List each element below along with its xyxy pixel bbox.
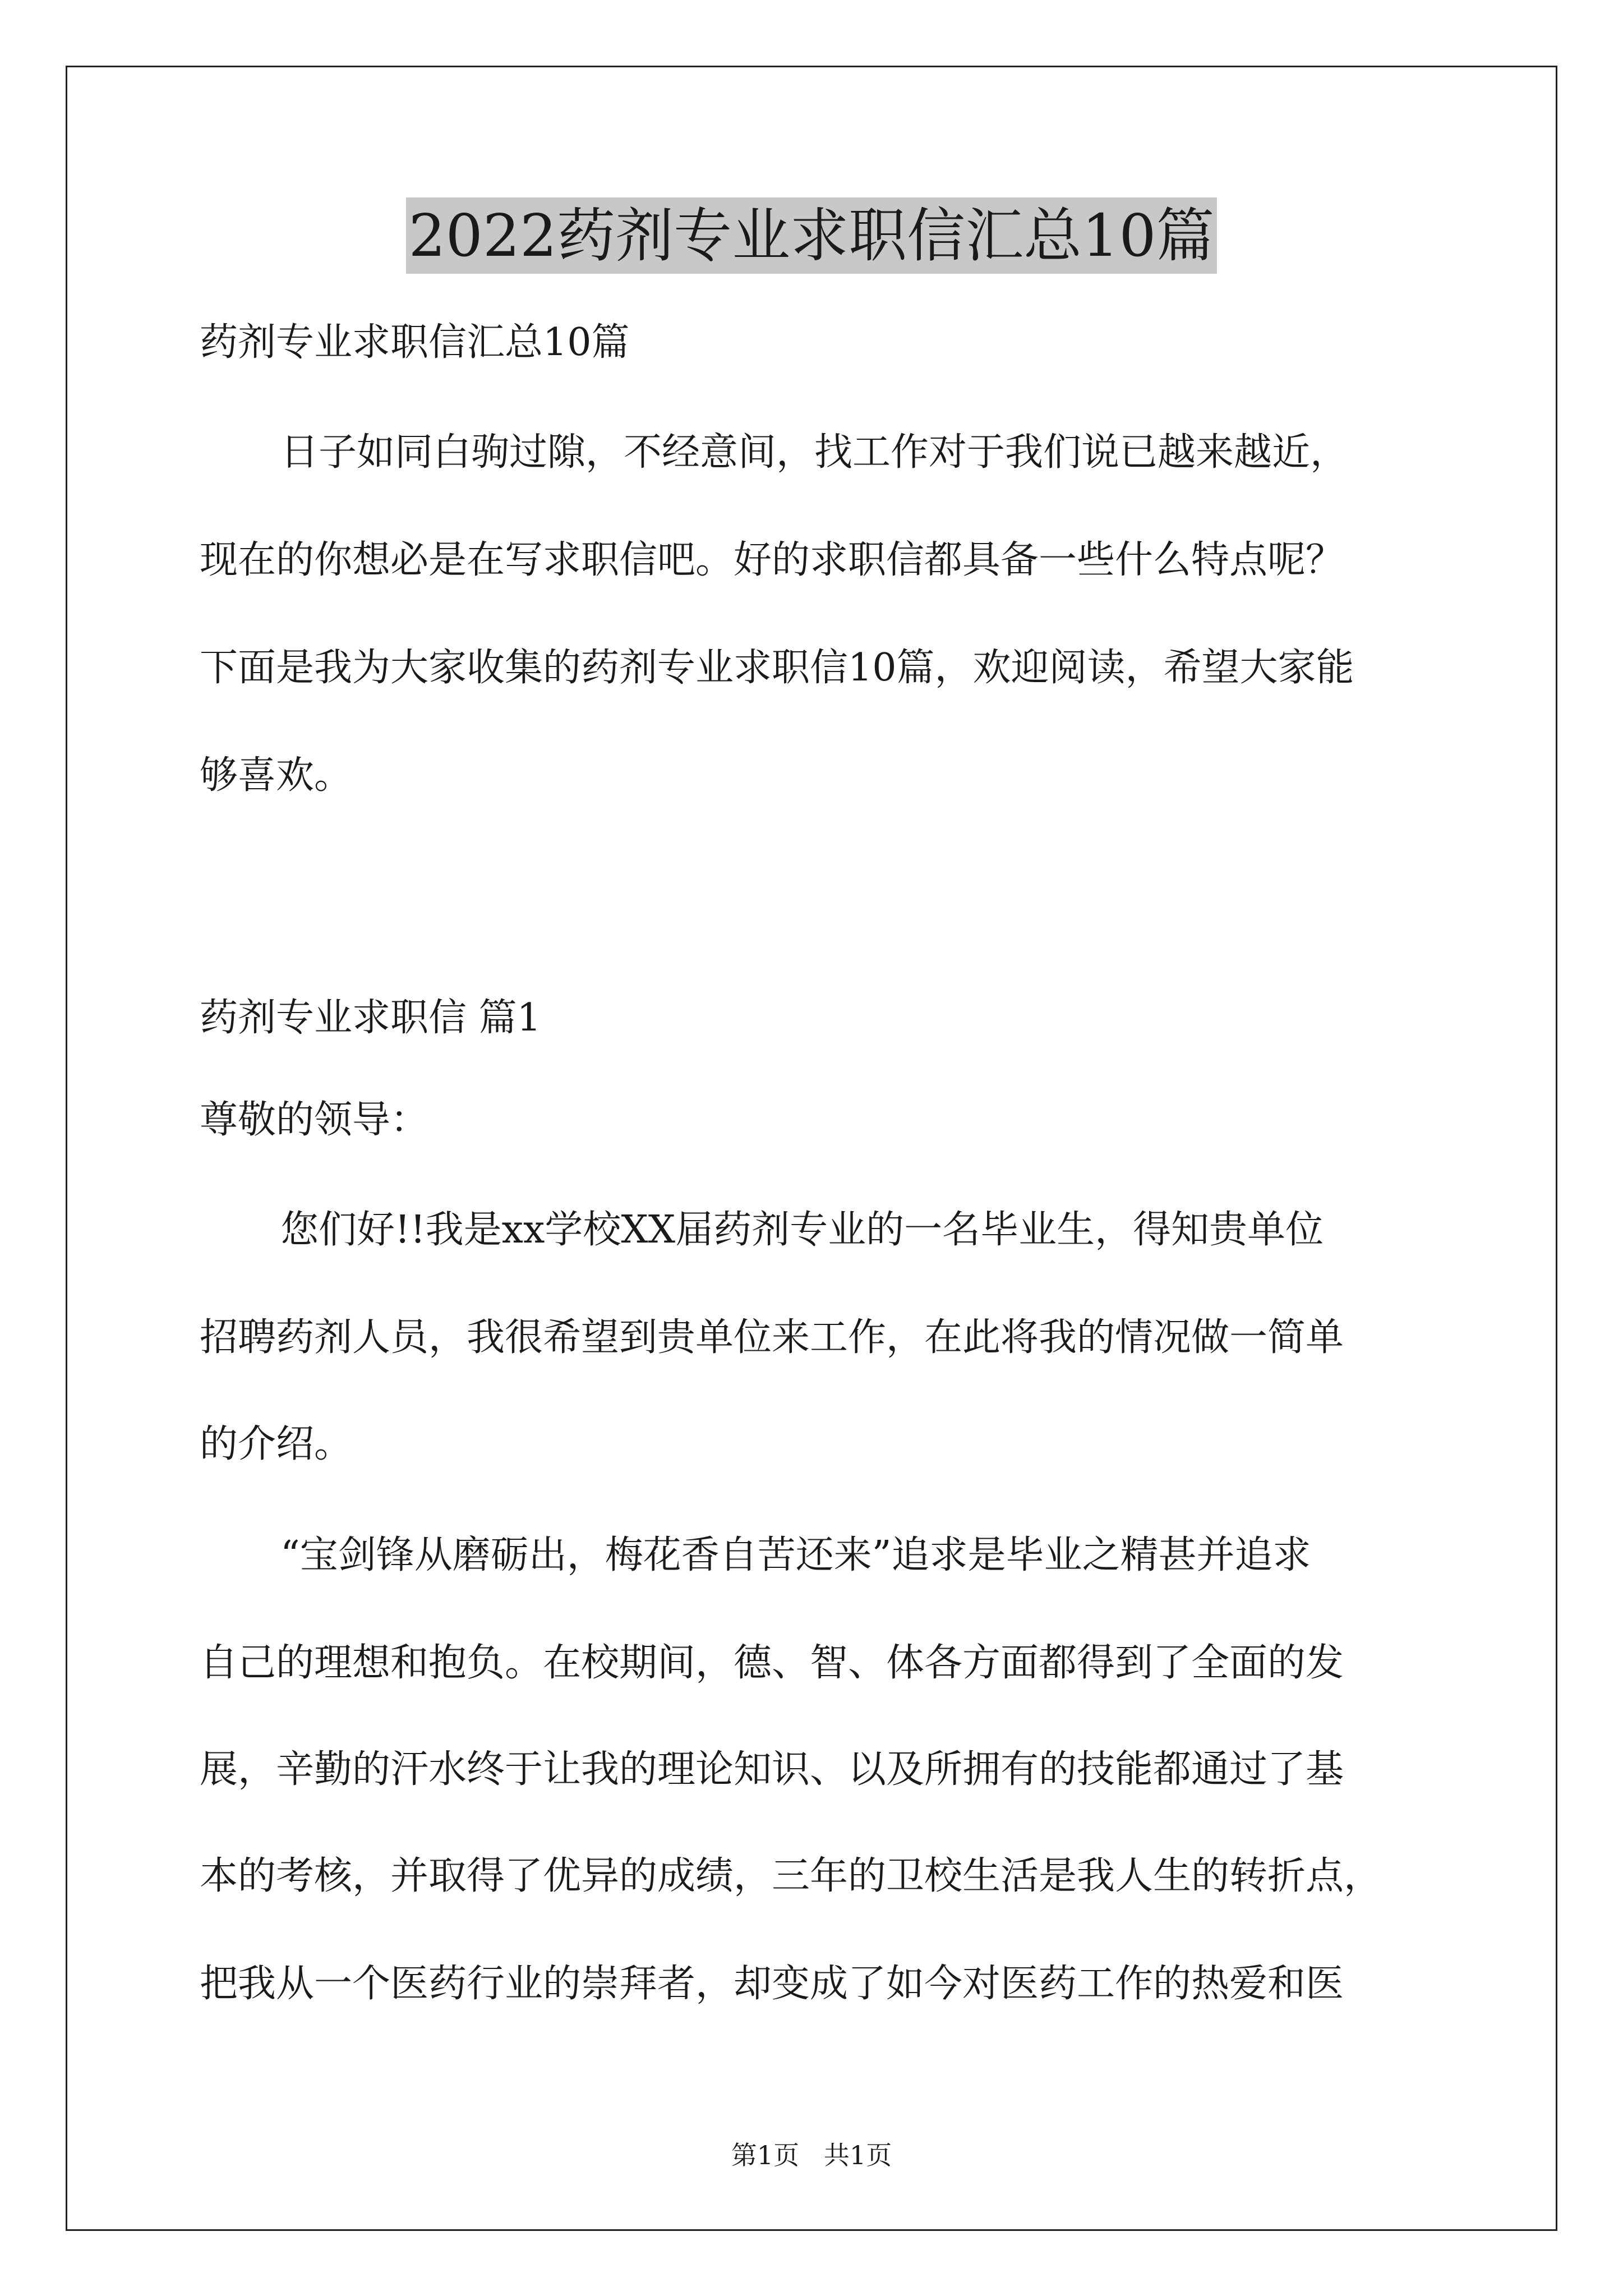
title-container (0, 197, 1623, 274)
paragraph2-line-3: 展，辛勤的汗水终于让我的理论知识、以及所拥有的技能都通过了基 (200, 1747, 1344, 1792)
paragraph2-line-1: “宝剑锋从磨砺出，梅花香自苦还来”追求是毕业之精甚并追求 (280, 1533, 1311, 1577)
subtitle: 药剂专业求职信汇总10篇 (200, 320, 630, 365)
paragraph1-line-2: 招聘药剂人员，我很希望到贵单位来工作，在此将我的情况做一简单 (200, 1315, 1344, 1360)
paragraph2-line-2: 自己的理想和抱负。在校期间，德、智、体各方面都得到了全面的发 (200, 1641, 1344, 1685)
page-footer: 第1页 共1页 (731, 2140, 892, 2170)
intro-line-4: 够喜欢。 (200, 753, 353, 798)
paragraph2-line-4: 本的考核，并取得了优异的成绩，三年的卫校生活是我人生的转折点， (200, 1854, 1382, 1898)
salutation: 尊敬的领导： (200, 1098, 429, 1142)
intro-line-1: 日子如同白驹过隙，不经意间，找工作对于我们说已越来越近， (280, 430, 1349, 475)
paragraph1-line-3: 的介绍。 (200, 1422, 353, 1466)
paragraph2-line-5: 把我从一个医药行业的崇拜者，却变成了如今对医药工作的热爱和医 (200, 1962, 1344, 2006)
intro-line-3: 下面是我为大家收集的药剂专业求职信10篇，欢迎阅读，希望大家能 (200, 646, 1354, 690)
intro-line-2: 现在的你想必是在写求职信吧。好的求职信都具备一些什么特点呢？ (200, 538, 1344, 582)
section-heading: 药剂专业求职信 篇1 (200, 996, 541, 1040)
document-title: 2022药剂专业求职信汇总10篇 (406, 197, 1216, 274)
page-border (66, 66, 1557, 2231)
paragraph1-line-1: 您们好!!我是xx学校XX届药剂专业的一名毕业生，得知贵单位 (280, 1208, 1324, 1252)
